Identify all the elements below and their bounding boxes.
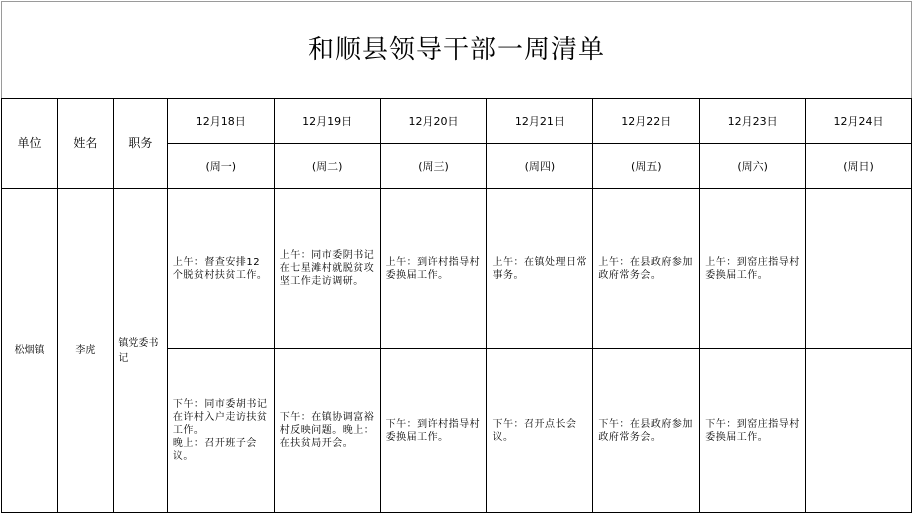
position-cell — [113, 189, 167, 513]
date-tue: 12月19日 — [274, 99, 380, 144]
afternoon-fri: 下午：在县政府参加政府常务会。 — [593, 349, 700, 513]
afternoon-tue: 下午：在镇协调富裕村反映问题。晚上：在扶贫局开会。 — [274, 349, 380, 513]
header-name: 姓名 — [57, 99, 113, 189]
weekday-sun: (周日) — [806, 144, 912, 189]
header-position: 职务 — [113, 99, 167, 189]
afternoon-wed: 下午：到许村指导村委换届工作。 — [380, 349, 487, 513]
weekday-wed: (周三) — [380, 144, 487, 189]
afternoon-mon: 下午：同市委胡书记在许村入户走访扶贫工作。 晚上：召开班子会议。 — [167, 349, 274, 513]
morning-tue: 上午：同市委阴书记在七星滩村就脱贫攻坚工作走访调研。 — [274, 189, 380, 349]
weekday-tue: (周二) — [274, 144, 380, 189]
position-text: 镇党委书记 — [118, 337, 159, 364]
weekday-fri: (周五) — [593, 144, 700, 189]
morning-wed: 上午：到许村指导村委换届工作。 — [380, 189, 487, 349]
header-unit: 单位 — [2, 99, 58, 189]
afternoon-thu: 下午：召开点长会议。 — [487, 349, 593, 513]
unit-cell: 松烟镇 — [2, 189, 58, 513]
weekday-sat: (周六) — [700, 144, 806, 189]
page-title: 和顺县领导干部一周清单 — [2, 2, 912, 99]
morning-sun — [806, 189, 912, 349]
date-fri: 12月22日 — [593, 99, 700, 144]
afternoon-sun — [806, 349, 912, 513]
name-cell: 李虎 — [57, 189, 113, 513]
morning-mon: 上午：督查安排12个脱贫村扶贫工作。 — [167, 189, 274, 349]
date-wed: 12月20日 — [380, 99, 487, 144]
weekday-thu: (周四) — [487, 144, 593, 189]
date-sat: 12月23日 — [700, 99, 806, 144]
morning-thu: 上午：在镇处理日常事务。 — [487, 189, 593, 349]
morning-sat: 上午：到窑庄指导村委换届工作。 — [700, 189, 806, 349]
date-thu: 12月21日 — [487, 99, 593, 144]
date-mon: 12月18日 — [167, 99, 274, 144]
schedule-table — [1, 1, 912, 513]
date-sun: 12月24日 — [806, 99, 912, 144]
afternoon-sat: 下午：到窑庄指导村委换届工作。 — [700, 349, 806, 513]
morning-fri: 上午：在县政府参加政府常务会。 — [593, 189, 700, 349]
weekday-mon: (周一) — [167, 144, 274, 189]
